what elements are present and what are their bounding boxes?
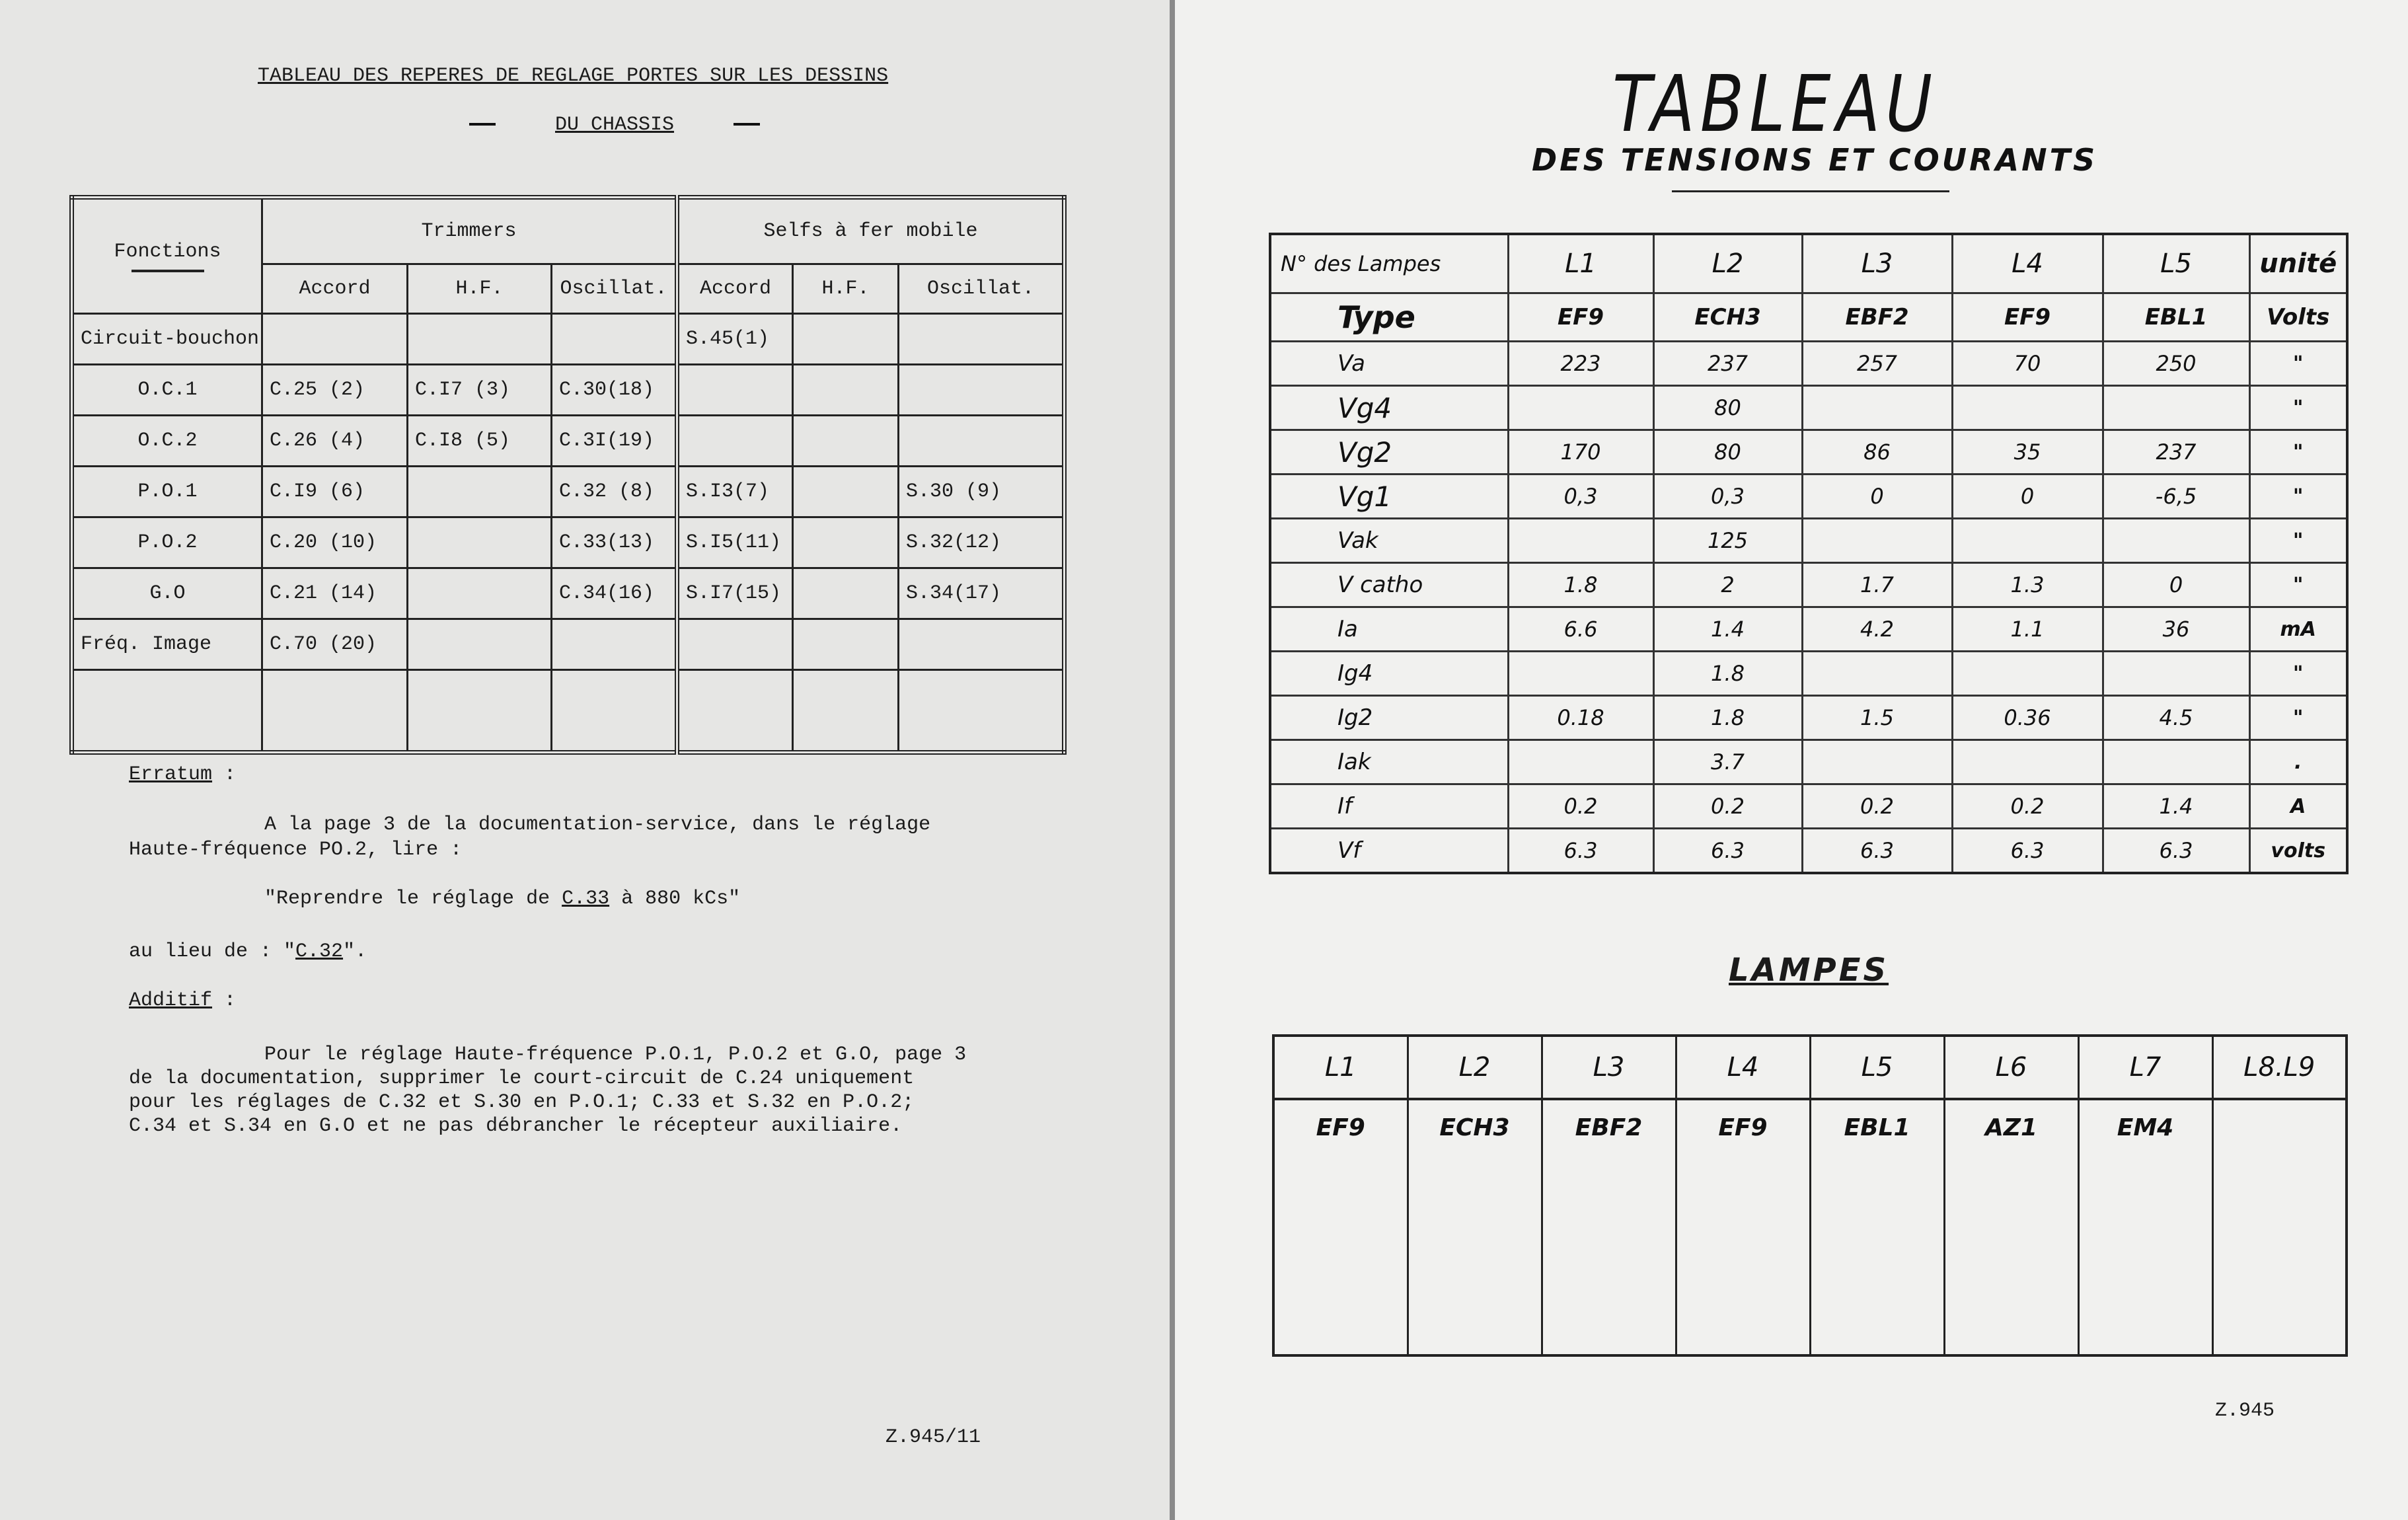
table-cell: 0.36	[1952, 696, 2103, 740]
lamps-value-row	[1273, 1099, 2347, 1155]
table-cell	[899, 416, 1065, 467]
lamp-type: EF9	[1676, 1099, 1810, 1155]
unit-cell: "	[2249, 386, 2347, 430]
quote-pre: "Reprendre le réglage de	[264, 888, 562, 910]
table-cell	[793, 517, 899, 568]
table-row	[72, 314, 1065, 365]
table-row	[72, 467, 1065, 517]
left-footer: Z.945/11	[885, 1426, 981, 1449]
table-row	[72, 365, 1065, 416]
table-cell: 4.5	[2103, 696, 2249, 740]
table-cell: 6.3	[2103, 829, 2249, 874]
table-cell	[1508, 652, 1653, 696]
table-cell: 170	[1508, 430, 1653, 475]
lamps-table	[1272, 1034, 2348, 1357]
erratum-heading	[129, 761, 236, 788]
lamp-type: EBF2	[1542, 1099, 1676, 1155]
unit-cell: "	[2249, 652, 2347, 696]
table-cell: 6.3	[1508, 829, 1653, 874]
table-cell: 6.3	[1653, 829, 1802, 874]
lamp-type: AZ1	[1944, 1099, 2078, 1155]
table-cell: EBF2	[1802, 293, 1952, 342]
table-cell	[1508, 386, 1653, 430]
lamp-header: L5	[1810, 1036, 1944, 1099]
table-cell: S.30 (9)	[899, 467, 1065, 517]
table-cell: C.I8 (5)	[408, 416, 552, 467]
table-cell	[1802, 652, 1952, 696]
subheading-text: DU CHASSIS	[555, 114, 675, 136]
table-cell: EF9	[1952, 293, 2103, 342]
unit-cell: "	[2249, 430, 2347, 475]
table-row	[1270, 430, 2347, 475]
table-cell	[1802, 386, 1952, 430]
erratum-instead	[129, 938, 367, 965]
lamp-header: L2	[1653, 234, 1802, 293]
table-row	[1270, 475, 2347, 519]
table-cell	[677, 416, 793, 467]
additif-colon: :	[212, 989, 237, 1012]
table-cell	[552, 670, 677, 753]
lamp-header: L4	[1952, 234, 2103, 293]
table-row	[1270, 740, 2347, 784]
table-cell	[1508, 740, 1653, 784]
table-cell: 0.2	[1802, 784, 1952, 829]
reglage-table	[69, 195, 1067, 755]
table-cell: 1.1	[1952, 607, 2103, 652]
table-cell	[899, 365, 1065, 416]
table-cell	[899, 314, 1065, 365]
table-cell	[2078, 1155, 2212, 1355]
table-cell: C.20 (10)	[262, 517, 408, 568]
table-cell: 80	[1653, 386, 1802, 430]
table-cell	[2212, 1155, 2347, 1355]
row-label: Ig4	[1270, 652, 1508, 696]
table-row	[72, 619, 1065, 670]
table-cell: 1.3	[1952, 563, 2103, 607]
lamp-type: EBL1	[1810, 1099, 1944, 1155]
table-cell	[899, 670, 1065, 753]
unit-cell: "	[2249, 696, 2347, 740]
row-label: O.C.2	[72, 416, 262, 467]
table-cell: C.3I(19)	[552, 416, 677, 467]
row-label: Vf	[1270, 829, 1508, 874]
table-cell	[1802, 740, 1952, 784]
table-cell: C.26 (4)	[262, 416, 408, 467]
quote-ref: C.33	[562, 888, 610, 910]
table-cell: 0,3	[1508, 475, 1653, 519]
table-cell	[677, 365, 793, 416]
table-cell	[262, 670, 408, 753]
right-subtitle: DES TENSIONS ET COURANTS	[1532, 142, 2098, 178]
table-cell: 237	[1653, 342, 1802, 386]
lamp-header: L8.L9	[2212, 1036, 2347, 1099]
erratum-colon: :	[212, 763, 237, 786]
table-cell	[793, 670, 899, 753]
row-label: Vg4	[1270, 386, 1508, 430]
table-cell: C.33(13)	[552, 517, 677, 568]
table-cell	[552, 314, 677, 365]
table-cell: C.21 (14)	[262, 568, 408, 619]
table-cell: 0	[1952, 475, 2103, 519]
table-cell: C.I9 (6)	[262, 467, 408, 517]
table-cell: 1.4	[1653, 607, 1802, 652]
instead-ref: C.32	[295, 940, 344, 963]
table-cell	[408, 619, 552, 670]
table-cell: C.25 (2)	[262, 365, 408, 416]
table-cell	[1952, 740, 2103, 784]
table-cell: 0.2	[1653, 784, 1802, 829]
unit-cell: A	[2249, 784, 2347, 829]
table-cell	[793, 314, 899, 365]
book-spine	[1170, 0, 1175, 1520]
table-cell	[1273, 1155, 1408, 1355]
row-label: Circuit-bouchon	[72, 314, 262, 365]
table-cell	[1944, 1155, 2078, 1355]
table-cell	[2103, 652, 2249, 696]
additif-line-1: Pour le réglage Haute-fréquence P.O.1, P.O.2 et G.O, page 3	[264, 1044, 967, 1066]
table-cell: EBL1	[2103, 293, 2249, 342]
table-cell	[72, 670, 262, 753]
table-cell: C.I7 (3)	[408, 365, 552, 416]
table-cell	[408, 314, 552, 365]
left-page	[0, 0, 1170, 1520]
subcol-accord: Accord	[262, 264, 408, 314]
table-cell: 0.18	[1508, 696, 1653, 740]
table-cell: C.34(16)	[552, 568, 677, 619]
unit-cell: Volts	[2249, 293, 2347, 342]
table-cell: S.32(12)	[899, 517, 1065, 568]
row-label: Vg2	[1270, 430, 1508, 475]
col-fonctions	[72, 198, 262, 314]
table-cell: 1.8	[1653, 696, 1802, 740]
table-cell: 35	[1952, 430, 2103, 475]
row-label: P.O.2	[72, 517, 262, 568]
voltage-table	[1269, 233, 2349, 874]
table-row	[1270, 652, 2347, 696]
unit-cell: "	[2249, 342, 2347, 386]
table-cell: 2	[1653, 563, 1802, 607]
table-cell: 0,3	[1653, 475, 1802, 519]
row-label: Vg1	[1270, 475, 1508, 519]
table-cell	[1676, 1155, 1810, 1355]
table-cell: 80	[1653, 430, 1802, 475]
row-label: P.O.1	[72, 467, 262, 517]
row-label: If	[1270, 784, 1508, 829]
table-row	[1270, 563, 2347, 607]
left-heading: TABLEAU DES REPERES DE REGLAGE PORTES SUR LES DESSINS	[258, 65, 889, 87]
table-cell: EF9	[1508, 293, 1653, 342]
table-cell: 86	[1802, 430, 1952, 475]
table-cell: 0.2	[1508, 784, 1653, 829]
unit-cell: "	[2249, 519, 2347, 563]
lamp-header: L3	[1802, 234, 1952, 293]
subcol-accord-2: Accord	[677, 264, 793, 314]
table-cell: 0	[2103, 563, 2249, 607]
table-cell: 223	[1508, 342, 1653, 386]
lamp-header: L6	[1944, 1036, 2078, 1099]
table-cell	[408, 467, 552, 517]
table-cell	[2103, 386, 2249, 430]
table-cell	[793, 416, 899, 467]
table-cell: 257	[1802, 342, 1952, 386]
table-cell	[408, 517, 552, 568]
table-cell: 250	[2103, 342, 2249, 386]
left-subheading	[410, 114, 819, 136]
table-cell: -6,5	[2103, 475, 2249, 519]
row-label: Vak	[1270, 519, 1508, 563]
row-label: O.C.1	[72, 365, 262, 416]
table-cell	[793, 619, 899, 670]
table-cell: 70	[1952, 342, 2103, 386]
table-cell: 237	[2103, 430, 2249, 475]
unit-cell: volts	[2249, 829, 2347, 874]
group-trimmers: Trimmers	[262, 198, 677, 264]
table-cell	[793, 467, 899, 517]
table-row	[1270, 829, 2347, 874]
table-cell	[677, 619, 793, 670]
lamps-empty-row	[1273, 1155, 2347, 1355]
table-row	[1270, 293, 2347, 342]
table-cell: 36	[2103, 607, 2249, 652]
unit-cell: "	[2249, 475, 2347, 519]
table-cell: 3.7	[1653, 740, 1802, 784]
table-cell: 6.3	[1802, 829, 1952, 874]
lamp-type: EF9	[1273, 1099, 1408, 1155]
table-cell	[2103, 740, 2249, 784]
group-selfs: Selfs à fer mobile	[677, 198, 1065, 264]
table-cell: S.I7(15)	[677, 568, 793, 619]
row-label: Ig2	[1270, 696, 1508, 740]
lamp-header: L4	[1676, 1036, 1810, 1099]
table-row	[1270, 784, 2347, 829]
additif-line-3: pour les réglages de C.32 et S.30 en P.O.1; C.33 et S.32 en P.O.2;	[129, 1091, 915, 1114]
table-cell	[1542, 1155, 1676, 1355]
table-cell	[1952, 386, 2103, 430]
table-header-row	[1270, 234, 2347, 293]
erratum-quote	[264, 886, 740, 912]
table-row	[72, 517, 1065, 568]
unit-cell: .	[2249, 740, 2347, 784]
erratum-line-2: Haute-fréquence PO.2, lire :	[129, 839, 463, 861]
row-label: Ia	[1270, 607, 1508, 652]
table-cell	[552, 619, 677, 670]
table-row	[1270, 519, 2347, 563]
row-label: G.O	[72, 568, 262, 619]
fonctions-label: Fonctions	[114, 240, 221, 263]
table-cell	[899, 619, 1065, 670]
dash-left	[469, 123, 496, 126]
table-cell	[408, 670, 552, 753]
table-cell	[793, 365, 899, 416]
table-cell: 0	[1802, 475, 1952, 519]
additif-title: Additif	[129, 989, 213, 1012]
table-cell	[2103, 519, 2249, 563]
table-cell	[1810, 1155, 1944, 1355]
row-label: V catho	[1270, 563, 1508, 607]
table-cell: S.I3(7)	[677, 467, 793, 517]
lamp-header: L5	[2103, 234, 2249, 293]
subcol-hf: H.F.	[408, 264, 552, 314]
table-cell: 0.2	[1952, 784, 2103, 829]
unit-cell: "	[2249, 563, 2347, 607]
lamp-header: L1	[1273, 1036, 1408, 1099]
table-cell	[1408, 1155, 1542, 1355]
table-cell	[1952, 519, 2103, 563]
table-row	[72, 416, 1065, 467]
table-cell: 6.6	[1508, 607, 1653, 652]
table-cell: 125	[1653, 519, 1802, 563]
lamp-type: EM4	[2078, 1099, 2212, 1155]
table-cell: 1.4	[2103, 784, 2249, 829]
table-row	[1270, 696, 2347, 740]
quote-post: à 880 kCs"	[609, 888, 741, 910]
table-cell: 1.8	[1653, 652, 1802, 696]
table-row	[1270, 386, 2347, 430]
table-cell: 1.7	[1802, 563, 1952, 607]
table-row-empty	[72, 670, 1065, 753]
row-label: Va	[1270, 342, 1508, 386]
row-label: Fréq. Image	[72, 619, 262, 670]
subcol-oscillat: Oscillat.	[552, 264, 677, 314]
lamp-header: L3	[1542, 1036, 1676, 1099]
table-row	[1270, 607, 2347, 652]
subcol-oscillat-2: Oscillat.	[899, 264, 1065, 314]
unit-cell: mA	[2249, 607, 2347, 652]
table-cell: S.34(17)	[899, 568, 1065, 619]
head-label: N° des Lampes	[1270, 234, 1508, 293]
subtitle-underline	[1672, 190, 1949, 192]
table-row	[72, 568, 1065, 619]
lamp-header: L7	[2078, 1036, 2212, 1099]
fonctions-underline	[132, 270, 204, 272]
row-label: Type	[1270, 293, 1508, 342]
lampes-title: LAMPES	[1729, 952, 1889, 989]
table-cell	[677, 670, 793, 753]
right-footer: Z.945	[2215, 1400, 2275, 1422]
table-cell: S.45(1)	[677, 314, 793, 365]
table-cell	[408, 568, 552, 619]
table-cell	[1952, 652, 2103, 696]
table-cell: 6.3	[1952, 829, 2103, 874]
additif-heading	[129, 987, 236, 1014]
lamp-type: ECH3	[1408, 1099, 1542, 1155]
subcol-hf-2: H.F.	[793, 264, 899, 314]
table-cell: 4.2	[1802, 607, 1952, 652]
table-cell: C.30(18)	[552, 365, 677, 416]
unit-header: unité	[2249, 234, 2347, 293]
table-cell: 1.5	[1802, 696, 1952, 740]
table-cell: ECH3	[1653, 293, 1802, 342]
table-cell: C.32 (8)	[552, 467, 677, 517]
table-cell	[1802, 519, 1952, 563]
lamp-header: L2	[1408, 1036, 1542, 1099]
right-title: TABLEAU	[1612, 58, 1938, 149]
dash-right	[734, 123, 760, 126]
additif-line-2: de la documentation, supprimer le court-circuit de C.24 uniquement	[129, 1067, 915, 1090]
instead-post: ".	[343, 940, 367, 963]
table-cell	[1508, 519, 1653, 563]
table-cell	[793, 568, 899, 619]
lamp-header: L1	[1508, 234, 1653, 293]
lamp-type	[2212, 1099, 2347, 1155]
additif-line-4: C.34 et S.34 en G.O et ne pas débrancher le récepteur auxiliaire.	[129, 1115, 903, 1137]
table-cell: S.I5(11)	[677, 517, 793, 568]
table-cell: C.70 (20)	[262, 619, 408, 670]
table-row	[1270, 342, 2347, 386]
table-cell	[262, 314, 408, 365]
erratum-title: Erratum	[129, 763, 213, 786]
lamps-header-row	[1273, 1036, 2347, 1099]
row-label: Iak	[1270, 740, 1508, 784]
table-cell: 1.8	[1508, 563, 1653, 607]
erratum-line-1: A la page 3 de la documentation-service, dans le réglage	[264, 814, 931, 836]
instead-pre: au lieu de : "	[129, 940, 296, 963]
